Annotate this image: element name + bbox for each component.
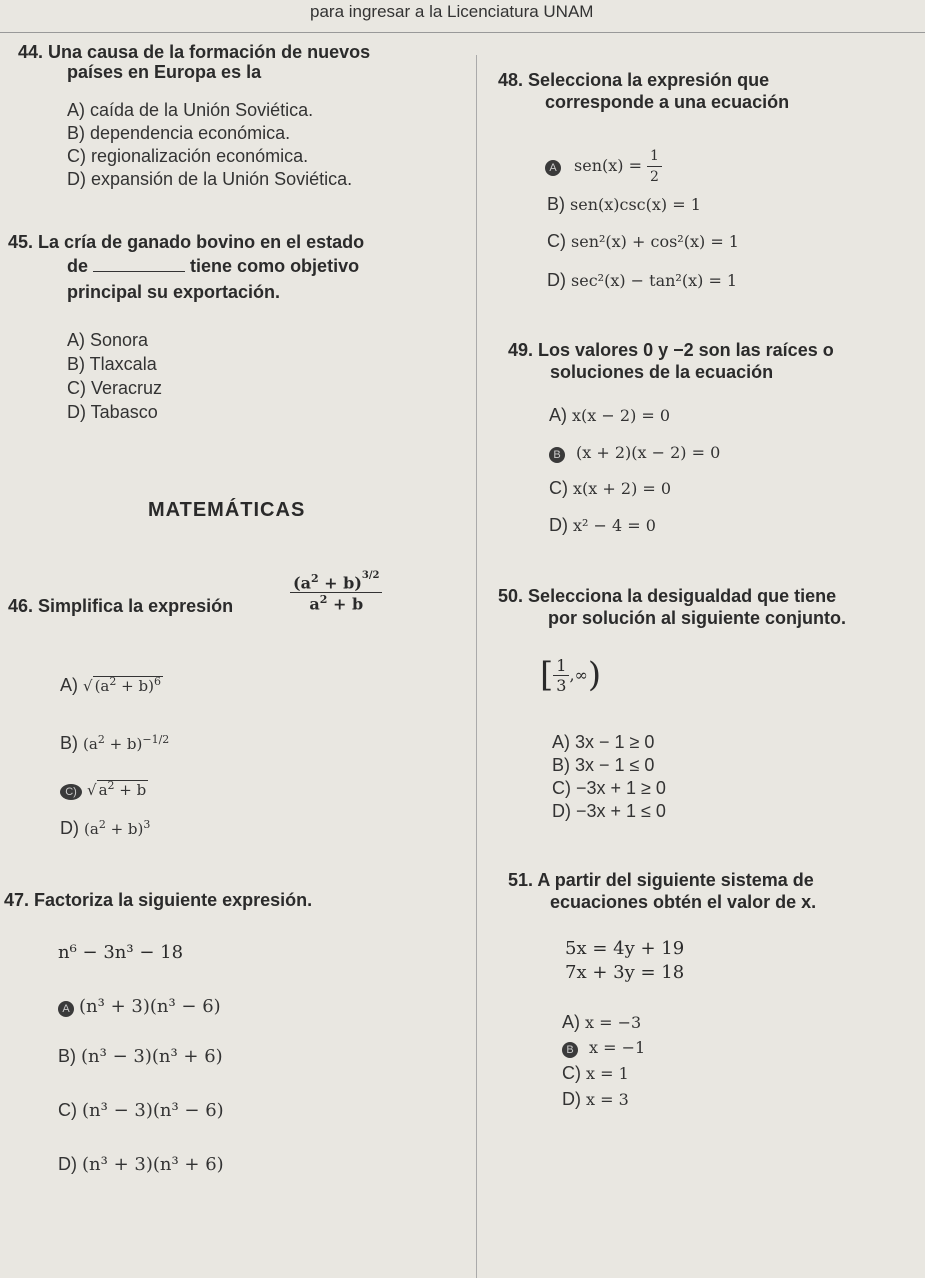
question-text: Los valores 0 y −2 son las raíces o [538,340,834,360]
option-text: (n³ − 3)(n³ − 6) [82,1100,224,1121]
q45-option-a[interactable]: A) Sonora [67,330,149,350]
q51-option-b[interactable] [562,1037,645,1058]
option-text: x = 3 [586,1090,629,1109]
q44-option-c[interactable]: C) regionalización económica. [67,146,309,166]
option-text: sen²(x) + cos²(x) = 1 [571,232,739,251]
q47-option-c[interactable] [58,1100,224,1121]
option-label: C) [562,1063,581,1083]
solution-interval: [ $\frac{1}{3}$ ,∞) [540,655,602,695]
q50-option-b[interactable]: B) 3x − 1 ≤ 0 [552,755,655,775]
q47-option-d[interactable] [58,1154,224,1175]
q46-option-b[interactable]: B) $(a^2 + b)^{-1/2}$ [60,733,170,753]
option-label: A) [60,675,78,695]
q46-option-d[interactable]: D) $(a^2 + b)^3$ [60,818,151,838]
q45-option-c[interactable]: C) Veracruz [67,378,163,398]
option-text: x(x + 2) = 0 [573,479,672,498]
q44-option-a[interactable]: A) caída de la Unión Soviética. [67,100,314,120]
header-divider [0,32,925,33]
q48-option-b[interactable] [547,194,701,215]
q45-de: de [67,256,89,276]
selected-answer-mark-icon: A [58,1001,74,1017]
q46-option-a[interactable]: A) √ $(a^2 + b)^6$ [60,675,161,695]
question-text: A partir del siguiente sistema de [537,870,814,890]
q45-text-after-blank: tiene como objetivo [190,256,360,276]
option-label: A) [549,405,567,425]
option-text: (n³ + 3)(n³ + 6) [82,1154,224,1175]
q51-option-d[interactable] [562,1089,629,1110]
q49-option-b[interactable] [549,442,720,463]
q46-option-c[interactable]: C) √ $a^2 + b$ [60,776,148,800]
q47-option-a[interactable] [58,996,221,1017]
one-half-fraction: $\frac{1}{2}$ [647,146,662,187]
option-label: D) [549,515,568,535]
selected-answer-mark-icon: C) [60,784,82,800]
question-47 [4,890,312,910]
question-text: Una causa de la formación de nuevos [48,42,371,62]
question-45-line3: principal su exportación. [67,282,281,302]
option-text: x = 1 [586,1064,629,1083]
question-46 [8,596,233,616]
q50-option-a[interactable]: A) 3x − 1 ≥ 0 [552,732,655,752]
option-text: sen(x) = [574,156,642,176]
option-label: C) [58,1100,77,1120]
question-50-line2: por solución al siguiente conjunto. [548,608,847,628]
q49-option-c[interactable] [549,478,671,499]
option-text: x(x − 2) = 0 [572,406,671,425]
question-48-line2: corresponde a una ecuación [545,92,790,112]
q50-option-d[interactable]: D) −3x + 1 ≤ 0 [552,801,666,821]
question-number: 44. [18,42,44,62]
question-51 [508,870,814,890]
option-text: sen(x)csc(x) = 1 [570,195,701,214]
equation-2: 7x + 3y = 18 [565,962,685,983]
question-45 [8,232,364,252]
option-label: A) [562,1012,580,1032]
option-label: D) [547,270,566,290]
q49-option-d[interactable] [549,515,656,536]
option-label: D) [58,1154,77,1174]
option-text: (n³ − 3)(n³ + 6) [81,1046,223,1067]
q44-option-b[interactable]: B) dependencia económica. [67,123,291,143]
selected-answer-mark-icon: A [545,160,561,176]
question-number: 48. [498,70,524,90]
option-label: D) [60,818,79,838]
question-number: 51. [508,870,534,890]
option-label: C) [549,478,568,498]
question-text: Factoriza la siguiente expresión. [34,890,313,910]
question-49-line2: soluciones de la ecuación [550,362,774,382]
q46-expression: $\frac{(a^2 + b)^{3/2}}{a^2 + b}$ [290,572,382,614]
question-51-line2: ecuaciones obtén el valor de x. [550,892,817,912]
column-divider [476,55,477,1278]
question-44 [18,42,370,62]
question-number: 47. [4,890,30,910]
q45-option-b[interactable]: B) Tlaxcala [67,354,157,374]
q50-option-c[interactable]: C) −3x + 1 ≥ 0 [552,778,666,798]
question-text: Selecciona la desigualdad que tiene [528,586,837,606]
option-label: B) [547,194,565,214]
option-text: (x + 2)(x − 2) = 0 [576,443,721,462]
q44-option-d[interactable]: D) expansión de la Unión Soviética. [67,169,353,189]
option-text: x = −3 [585,1013,642,1032]
question-48 [498,70,769,90]
question-number: 46. [8,596,34,616]
q51-option-c[interactable] [562,1063,629,1084]
question-50 [498,586,836,606]
q47-expression: n⁶ − 3n³ − 18 [58,942,184,963]
question-text: Simplifica la expresión [38,596,234,616]
question-text: La cría de ganado bovino en el estado [38,232,365,252]
q51-option-a[interactable] [562,1012,641,1033]
question-number: 50. [498,586,524,606]
option-text: sec²(x) − tan²(x) = 1 [571,271,738,290]
option-text: x = −1 [589,1038,646,1057]
option-label: B) [58,1046,76,1066]
selected-answer-mark-icon: B [562,1042,578,1058]
option-label: C) [547,231,566,251]
question-44-line2: países en Europa es la [67,62,262,82]
selected-answer-mark-icon: B [549,447,565,463]
blank-line [93,271,185,272]
option-label: B) [60,733,78,753]
q45-option-d[interactable]: D) Tabasco [67,402,158,422]
question-number: 45. [8,232,34,252]
question-text: Selecciona la expresión que [528,70,770,90]
q47-option-b[interactable] [58,1046,223,1067]
question-number: 49. [508,340,534,360]
page-header: para ingresar a la Licenciatura UNAM [310,2,594,21]
option-text: (n³ + 3)(n³ − 6) [79,996,221,1017]
option-label: D) [562,1089,581,1109]
q49-option-a[interactable] [549,405,670,426]
q48-option-d[interactable] [547,270,737,291]
q48-option-a[interactable] [545,146,662,187]
question-45-line2 [67,256,359,276]
section-title: MATEMÁTICAS [148,499,306,521]
question-49 [508,340,834,360]
q48-option-c[interactable] [547,231,739,252]
option-text: x² − 4 = 0 [573,516,656,535]
equation-1: 5x = 4y + 19 [565,938,685,959]
